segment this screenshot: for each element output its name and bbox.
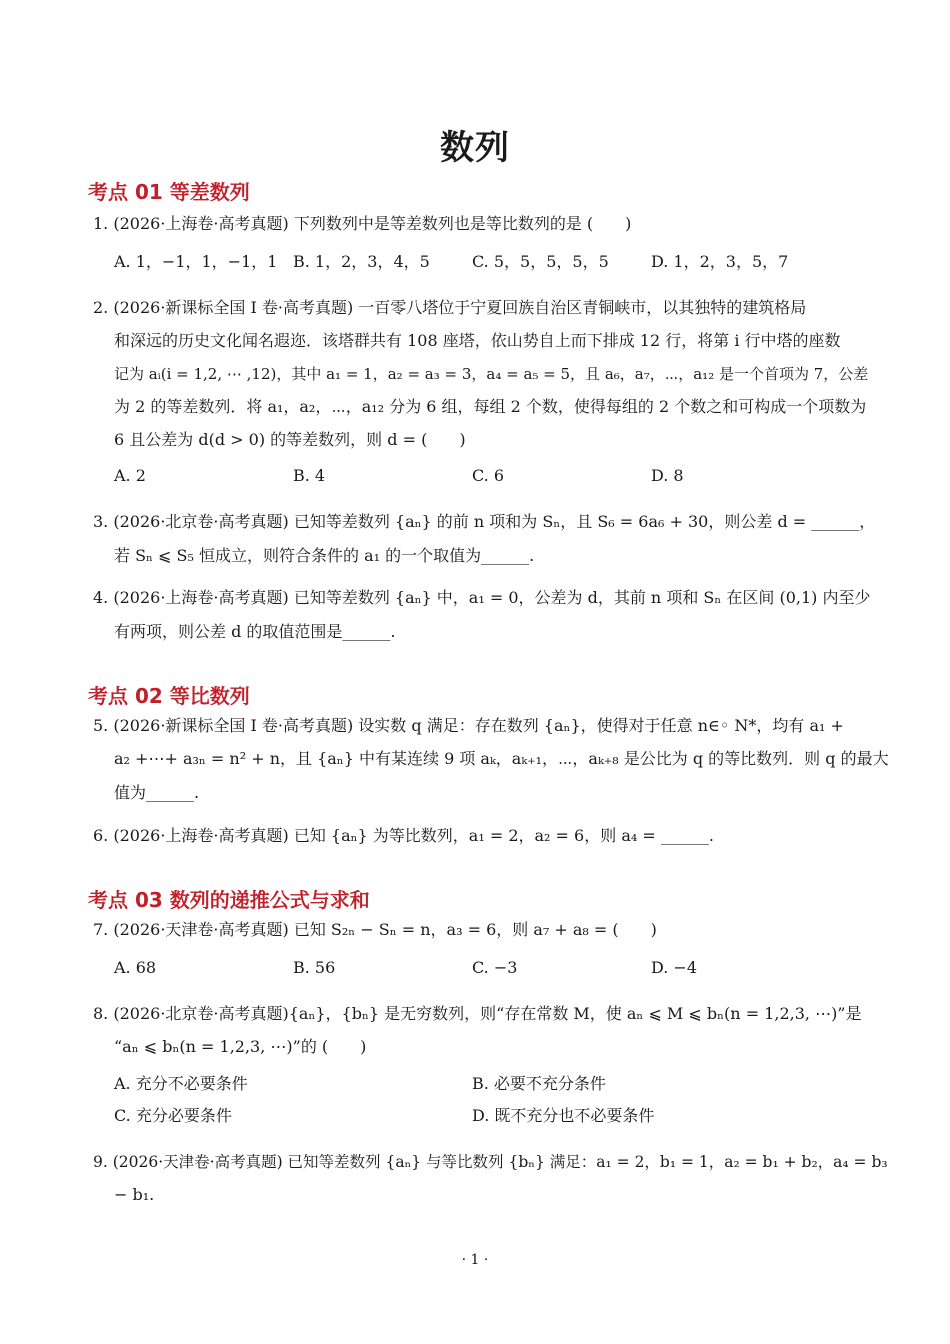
- question-8-line: 8. (2026·北京卷·高考真题){aₙ}，{bₙ} 是无穷数列，则“存在常数 M，使 aₙ ⩽ M ⩽ bₙ(n = 1,2,3, ⋯)”是: [93, 1004, 862, 1023]
- question-4-line: 有两项，则公差 d 的取值范围是______.: [114, 622, 396, 641]
- question-9-line: − b₁.: [114, 1185, 155, 1204]
- question-2-line: 为 2 的等差数列．将 a₁，a₂，⋯，a₁₂ 分为 6 组，每组 2 个数，使得每组的 2 个数之和可构成一个项数为: [114, 397, 867, 416]
- question-5-line: a₂ +⋯+ a₃ₙ = n² + n，且 {aₙ} 中有某连续 9 项 aₖ，aₖ₊₁，⋯，aₖ₊₈ 是公比为 q 的等比数列．则 q 的最大: [114, 749, 889, 768]
- question-8-option-b: B. 必要不充分条件: [472, 1074, 606, 1093]
- question-2-line: 2. (2026·新课标全国 Ⅰ 卷·高考真题) 一百零八塔位于宁夏回族自治区青铜峡市，以其独特的建筑格局: [93, 298, 807, 317]
- question-2-option-b: B. 4: [293, 466, 326, 485]
- question-8-line: “aₙ ⩽ bₙ(n = 1,2,3, ⋯)”的 ( ): [114, 1037, 367, 1056]
- question-9-line: 9. (2026·天津卷·高考真题) 已知等差数列 {aₙ} 与等比数列 {bₙ} 满足：a₁ = 2，b₁ = 1，a₂ = b₁ + b₂，a₄ = b₃: [93, 1153, 888, 1171]
- question-7-stem: 7. (2026·天津卷·高考真题) 已知 S₂ₙ − Sₙ = n，a₃ = 6，则 a₇ + a₈ = ( ): [93, 920, 657, 939]
- question-7-option-b: B. 56: [293, 958, 336, 977]
- question-3-line: 若 Sₙ ⩽ S₅ 恒成立，则符合条件的 a₁ 的一个取值为______.: [114, 546, 535, 565]
- question-7-option-a: A. 68: [114, 958, 157, 977]
- question-8-option-d: D. 既不充分也不必要条件: [472, 1106, 655, 1125]
- question-3-line: 3. (2026·北京卷·高考真题) 已知等差数列 {aₙ} 的前 n 项和为 Sₙ，且 S₆ = 6a₆ + 30，则公差 d = ______，: [93, 512, 876, 531]
- question-4-line: 4. (2026·上海卷·高考真题) 已知等差数列 {aₙ} 中，a₁ = 0，公差为 d，其前 n 项和 Sₙ 在区间 (0,1) 内至少: [93, 588, 871, 607]
- question-1-stem: 1. (2026·上海卷·高考真题) 下列数列中是等差数列也是等比数列的是 ( ): [93, 214, 632, 233]
- question-8-option-c: C. 充分必要条件: [114, 1106, 232, 1125]
- question-2-option-a: A. 2: [114, 466, 146, 485]
- question-2-line: 和深远的历史文化闻名遐迩．该塔群共有 108 座塔，依山势自上而下排成 12 行，将第 i 行中塔的座数: [114, 331, 841, 350]
- question-1-option-a: A. 1，−1，1，−1，1: [114, 252, 278, 271]
- page-number: · 1 ·: [461, 1252, 489, 1268]
- question-7-option-d: D. −4: [651, 958, 698, 977]
- question-2-line: 记为 aᵢ(i = 1,2, ⋯ ,12)，其中 a₁ = 1，a₂ = a₃ = 3，a₄ = a₅ = 5，且 a₆，a₇，⋯，a₁₂ 是一个首项为 7，公差: [114, 365, 869, 383]
- question-6-line: 6. (2026·上海卷·高考真题) 已知 {aₙ} 为等比数列，a₁ = 2，a₂ = 6，则 a₄ = ______.: [93, 826, 714, 845]
- question-5-line: 值为______.: [114, 783, 200, 802]
- question-7-option-c: C. −3: [472, 958, 518, 977]
- section-heading-arithmetic: 考点 01 等差数列: [88, 180, 250, 204]
- section-heading-geometric: 考点 02 等比数列: [88, 684, 250, 708]
- question-1-option-d: D. 1，2，3，5，7: [651, 252, 789, 271]
- question-2-option-d: D. 8: [651, 466, 684, 485]
- question-2-option-c: C. 6: [472, 466, 505, 485]
- question-1-option-b: B. 1，2，3，4，5: [293, 252, 430, 271]
- question-2-line: 6 且公差为 d(d > 0) 的等差数列，则 d = ( ): [114, 430, 466, 449]
- question-1-option-c: C. 5，5，5，5，5: [472, 252, 609, 271]
- question-8-option-a: A. 充分不必要条件: [114, 1074, 248, 1093]
- section-heading-recursion-sum: 考点 03 数列的递推公式与求和: [88, 888, 370, 912]
- page-title: 数列: [440, 128, 510, 168]
- question-5-line: 5. (2026·新课标全国 Ⅰ 卷·高考真题) 设实数 q 满足：存在数列 {aₙ}，使得对于任意 n∈◦ N*，均有 a₁ +: [93, 716, 844, 735]
